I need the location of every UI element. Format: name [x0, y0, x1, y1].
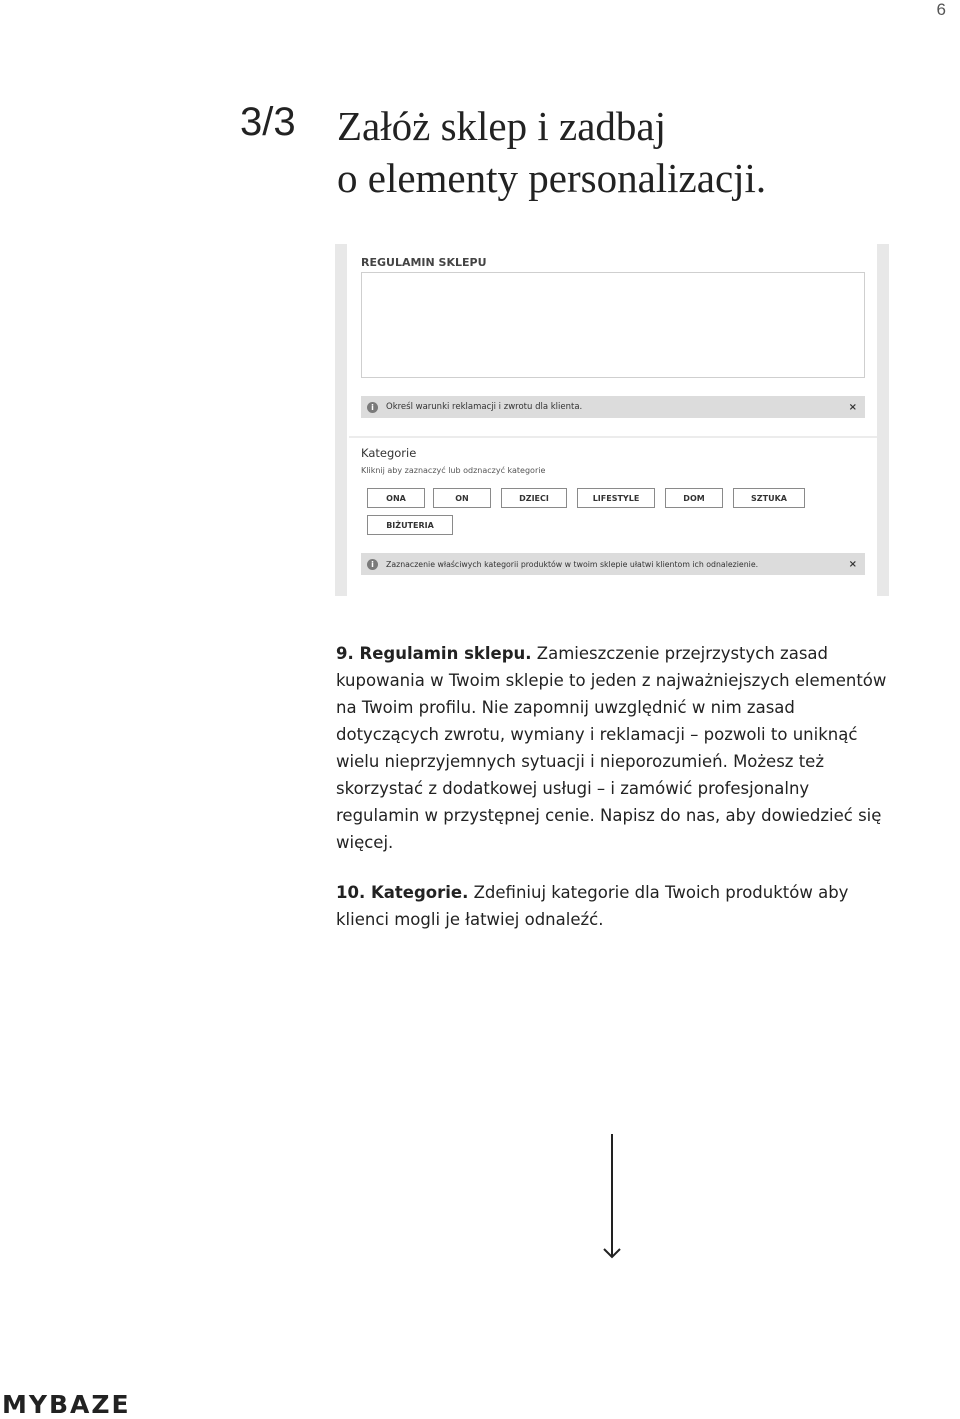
section-title-line-1: Załóż sklep i zadbaj: [337, 103, 667, 149]
page-number: 6: [936, 0, 946, 19]
paragraph-terms-text: Zamieszczenie przejrzystych zasad kupowania w Twoim sklepie to jeden z najważniejszych elementów na Twoim profilu. Nie zapomnij uwzględnić w nim zasad dotyczących zwrotu, wymiany i reklamacji – pozwoli to uniknąć wielu nieprzyjemnych sytuacji i nieporozumień. Możesz też skorzystać z dodatkowej usługi – i zamówić profesjonalny regulamin w przystępnej cenie. Napisz do nas, aby dowiedzieć się więcej.: [336, 644, 887, 852]
divider: [349, 436, 877, 438]
category-tag-bizuteria[interactable]: BIŻUTERIA: [367, 515, 453, 535]
category-tag-lifestyle[interactable]: LIFESTYLE: [577, 488, 655, 508]
category-tag-dzieci[interactable]: DZIECI: [501, 488, 567, 508]
close-icon[interactable]: ×: [848, 558, 857, 570]
brand-logo: MYBAZE: [2, 1390, 131, 1419]
category-tag-on[interactable]: ON: [433, 488, 491, 508]
arrow-down-icon: [601, 1134, 623, 1260]
section-title: [337, 100, 937, 204]
close-icon[interactable]: ×: [848, 401, 857, 413]
settings-card: [347, 244, 877, 596]
info-icon: i: [367, 559, 378, 570]
info-icon: i: [367, 402, 378, 413]
paragraph-terms: [336, 640, 896, 856]
category-tag-dom[interactable]: DOM: [665, 488, 723, 508]
paragraph-categories-text: Zdefiniuj kategorie dla Twoich produktów aby klienci mogli je łatwiej odnaleźć.: [336, 883, 849, 929]
paragraph-categories: [336, 879, 896, 933]
category-tag-ona[interactable]: ONA: [367, 488, 425, 508]
categories-alert-text: Zaznaczenie właściwych kategorii produktów w twoim sklepie ułatwi klientom ich odnalezienie.: [386, 559, 759, 569]
paragraph-categories-lead: 10. Kategorie.: [336, 883, 469, 902]
terms-heading: REGULAMIN SKLEPU: [361, 256, 487, 269]
categories-alert: [361, 553, 865, 575]
terms-alert: [361, 396, 865, 418]
shop-settings-screenshot: [335, 244, 889, 596]
category-tag-sztuka[interactable]: SZTUKA: [733, 488, 805, 508]
section-title-line-2: o elementy personalizacji.: [337, 155, 767, 201]
terms-textarea[interactable]: [361, 272, 865, 378]
categories-heading: Kategorie: [361, 446, 417, 460]
section-number: 3/3: [240, 100, 296, 144]
categories-subheading: Kliknij aby zaznaczyć lub odznaczyć kategorie: [361, 466, 546, 475]
paragraph-terms-lead: 9. Regulamin sklepu.: [336, 644, 532, 663]
terms-alert-text: Określ warunki reklamacji i zwrotu dla klienta.: [386, 402, 583, 412]
